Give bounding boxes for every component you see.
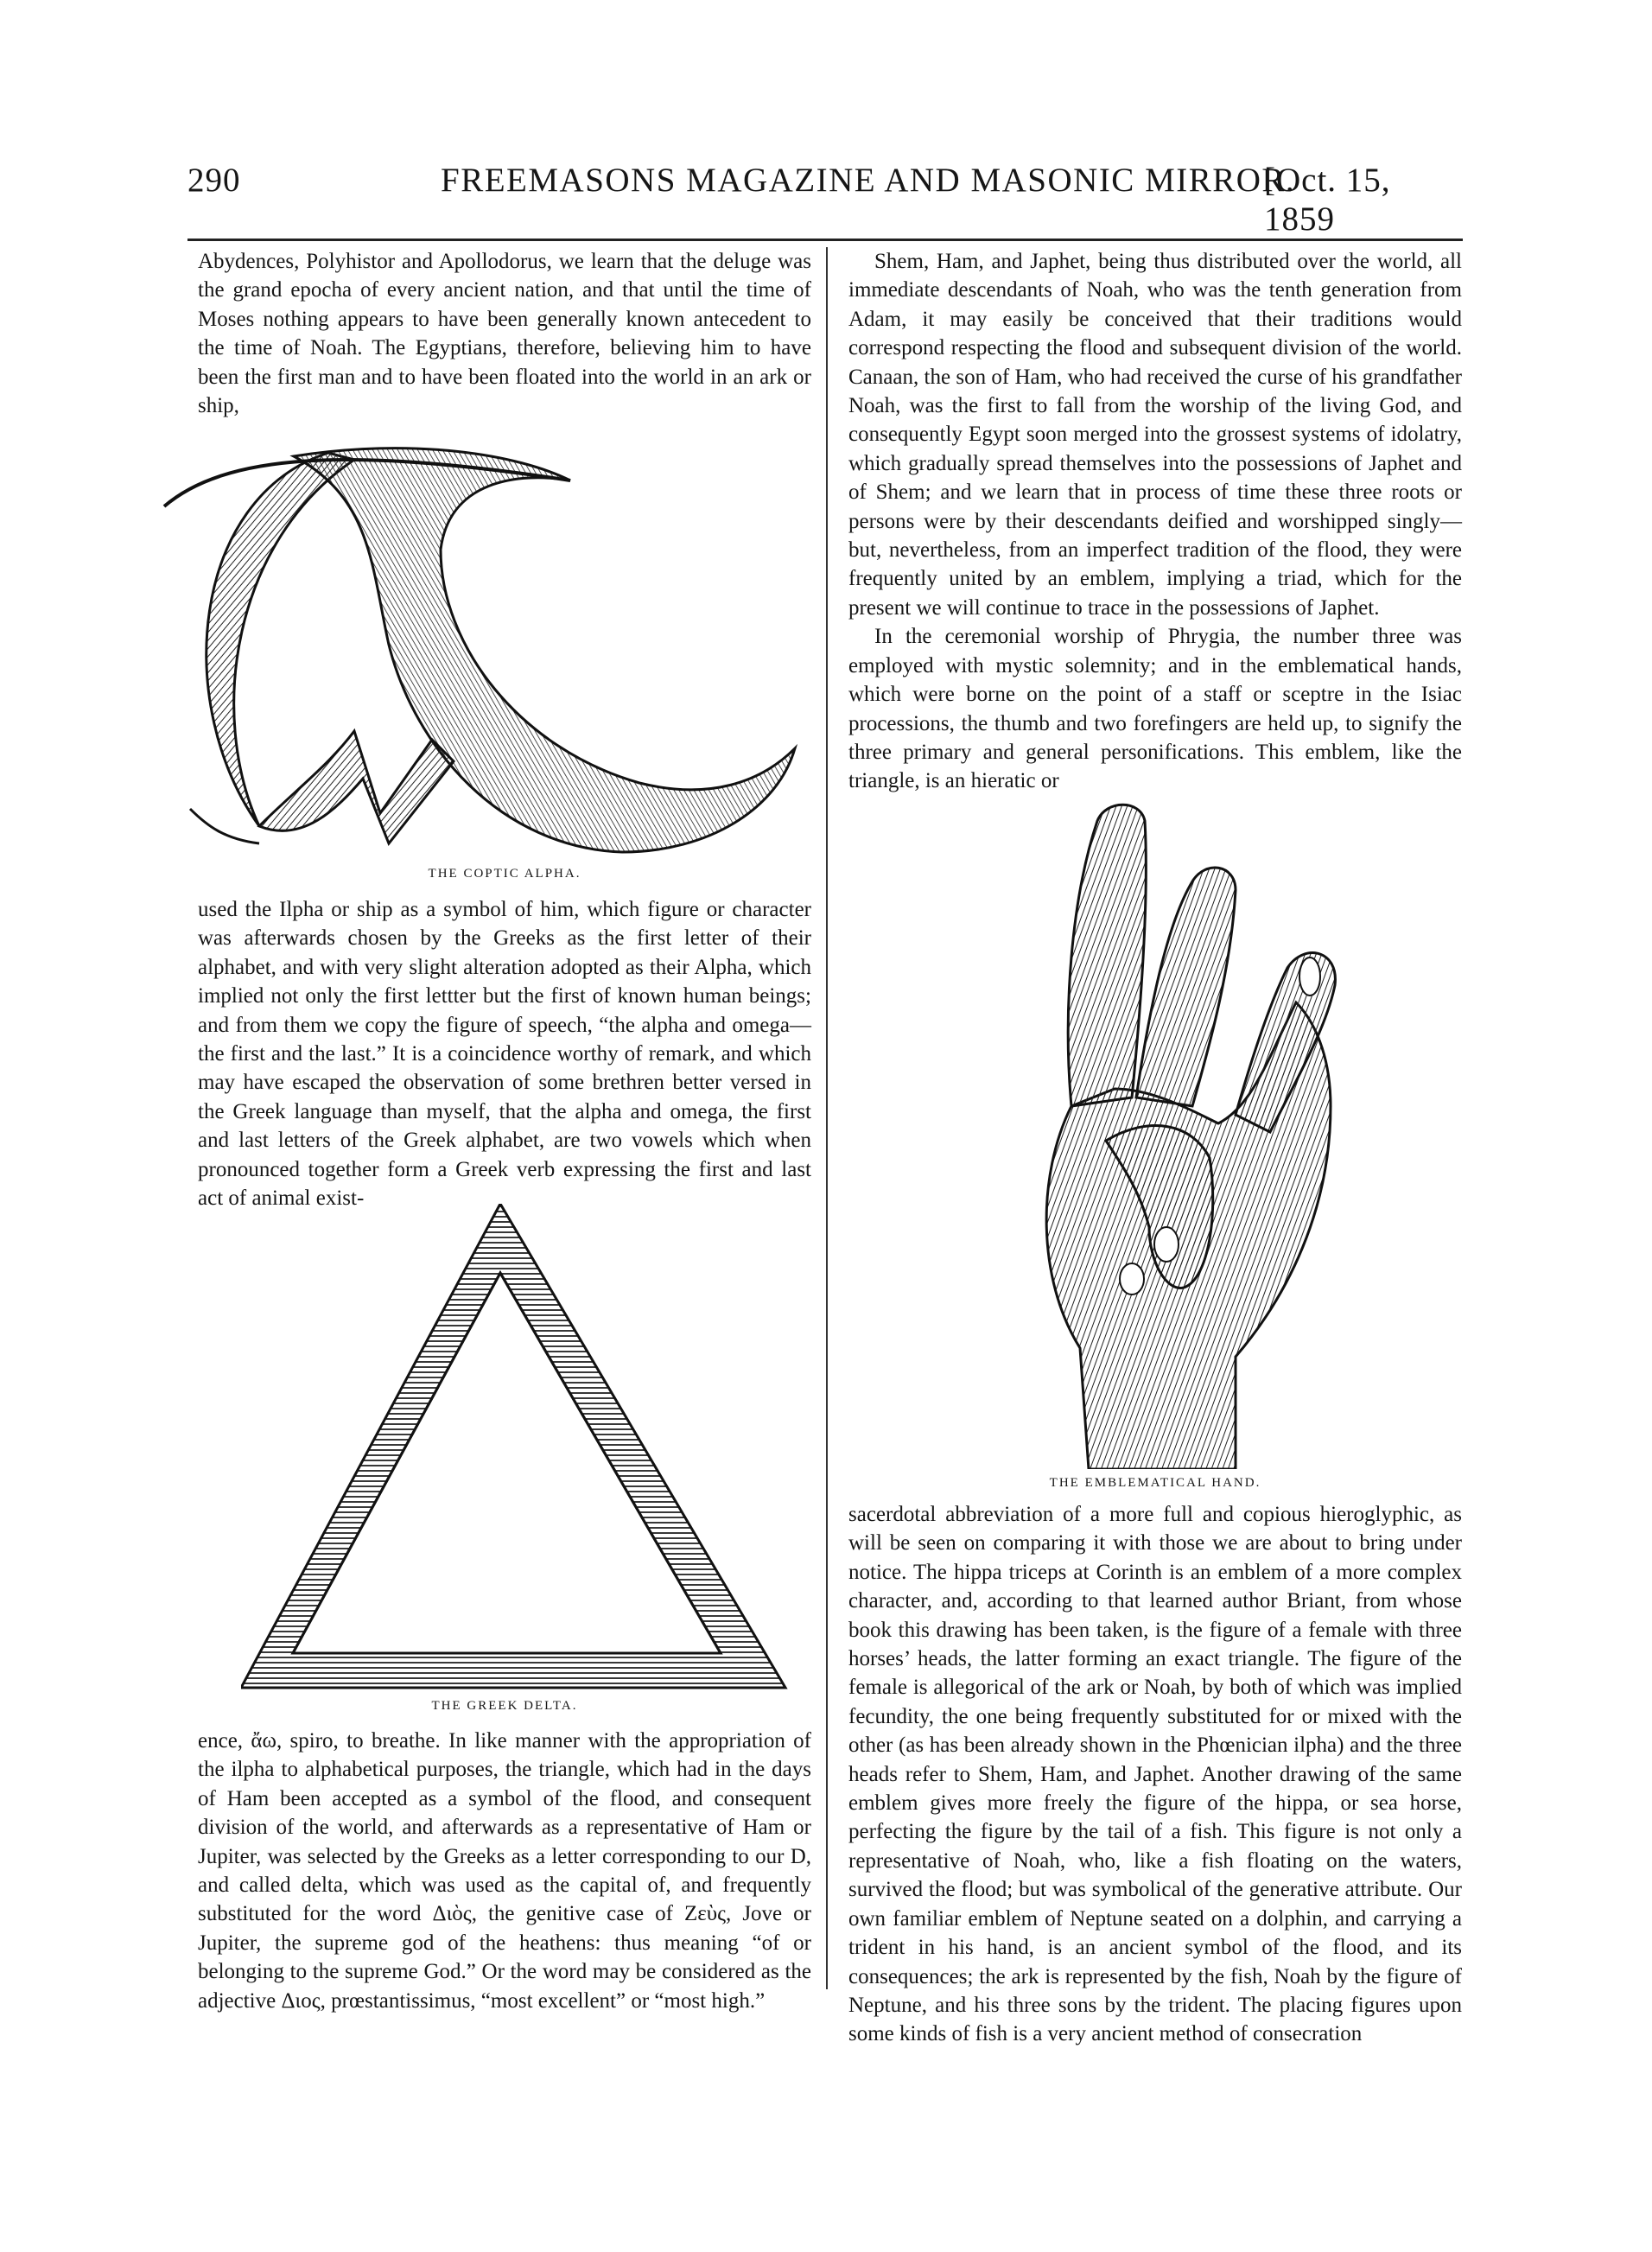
figure-3-caption: THE EMBLEMATICAL HAND. bbox=[1049, 1476, 1261, 1490]
greek-delta-illustration bbox=[241, 1204, 794, 1696]
right-column-block-1 bbox=[848, 247, 1462, 796]
figure-2-caption: THE GREEK DELTA. bbox=[431, 1699, 578, 1713]
figure-emblematical-hand bbox=[976, 795, 1348, 1469]
figure-1-caption: THE COPTIC ALPHA. bbox=[428, 867, 581, 881]
left-column-block-2 bbox=[198, 895, 811, 1212]
page-header bbox=[187, 154, 1463, 238]
emblematical-hand-illustration bbox=[976, 795, 1348, 1469]
figure-coptic-alpha bbox=[156, 420, 829, 861]
right-paragraph-3: sacerdotal abbreviation of a more full and copious hieroglyphic, as will be seen on comparing it with those we are about to bring under notice. The hippa triceps at Corinth is an emblem of a more complex character, and, according to that learned author Briant, from whose book this drawing has been taken, is the figure of a female with three horses’ heads, the latter forming an exact triangle. The figure of the female is allegorical of the ark or Noah, by both of which was implied fecundity, the one being frequently substituted for or mixed with the other (as has been already shown in the Phœnician ilpha) and the three heads refer to Shem, Ham, and Japhet. Another drawing of the same emblem gives more freely the figure of the hippa, or sea horse, perfecting the figure by the tail of a fish. This figure is not only a representative of Noah, who, like a fish floating on the waters, survived the flood; but was symbolical of the generative attribute. Our own familiar emblem of Neptune seated on a dolphin, and carrying a trident in his hand, is an ancient symbol of the flood, and its consequences; the ark is represented by the fish, Noah by the figure of Neptune, and his three sons by the trident. The placing figures upon some kinds of fish is a very ancient method of consecration bbox=[848, 1503, 1462, 2046]
page-number: 290 bbox=[187, 162, 241, 199]
right-paragraph-1: Shem, Ham, and Japhet, being thus distributed over the world, all immediate descendants of Noah, who was the tenth generation from Adam, it may easily be conceived that their traditions would correspond respecting the flood and subsequent division of the world. Canaan, the son of Ham, who had received the curse of his grandfather Noah, was the first to fall from the worship of the living God, and consequently Egypt soon merged into the grossest systems of idolatry, which gradually spread themselves into the possessions of Japhet and of Shem; and we learn that in process of time these three roots or persons were by their descendants deified and worshipped singly—but, nevertheless, from an imperfect tradition of the flood, they were frequently united by an emblem, implying a triad, which for the present we will continue to trace in the possessions of Japhet. bbox=[848, 250, 1462, 620]
issue-date: [Oct. 15, 1859 bbox=[1264, 162, 1391, 238]
left-paragraph-3: ence, ἄω, spiro, to breathe. In like manner with the appropriation of the ilpha to alphabetical purposes, the triangle, which had in the days of Ham been accepted as a symbol of the flood, and consequent division of the world, and afterwards as a representative of Ham or Jupiter, was selected by the Greeks as a letter corresponding to our D, and called delta, which was used as the capital of, and frequently substituted for the word Διὸς, the genitive case of Ζεὺς, Jove or Jupiter, the supreme god of the heathens: thus meaning “of or belonging to the supreme God.” Or the word may be considered as the adjective Διος, prœstantissimus, “most excellent” or “most high.” bbox=[198, 1729, 811, 2013]
header-rule bbox=[187, 239, 1463, 241]
right-column-block-3 bbox=[848, 1500, 1462, 2049]
figure-greek-delta bbox=[241, 1204, 794, 1696]
left-paragraph-2: used the Ilpha or ship as a symbol of him, which figure or character was afterwards chosen by the Greeks as the first letter of their alphabet, and with very slight alteration adopted as their Alpha, which implied not only the first lettter but the first of known human beings; and from them we copy the figure of speech, “the alpha and omega—the first and the last.” It is a coincidence worthy of remark, and which may have escaped the observation of some brethren better versed in the Greek language than myself, that the alpha and omega, the first and last letters of the Greek alphabet, are two vowels which when pronounced together form a Greek verb expressing the first and last act of animal exist- bbox=[198, 898, 811, 1211]
left-column-block-3 bbox=[198, 1727, 811, 2015]
coptic-alpha-illustration bbox=[156, 420, 829, 861]
left-column-block-1 bbox=[198, 247, 811, 420]
masthead-title: FREEMASONS MAGAZINE AND MASONIC MIRROR. bbox=[441, 162, 1296, 199]
right-paragraph-2: In the ceremonial worship of Phrygia, the number three was employed with mystic solemnity; and in the emblematical hands, which were borne on the point of a staff or sceptre in the Isiac processions, the thumb and two forefingers are held up, to signify the three primary and general personifications. This emblem, like the triangle, is an hieratic or bbox=[848, 625, 1462, 793]
left-paragraph-1: Abydences, Polyhistor and Apollodorus, we learn that the deluge was the grand epocha of every ancient nation, and that until the time of Moses nothing appears to have been generally known antecedent to the time of Noah. The Egyptians, therefore, believing him to have been the first man and to have been floated into the world in an ark or ship, bbox=[198, 250, 811, 418]
